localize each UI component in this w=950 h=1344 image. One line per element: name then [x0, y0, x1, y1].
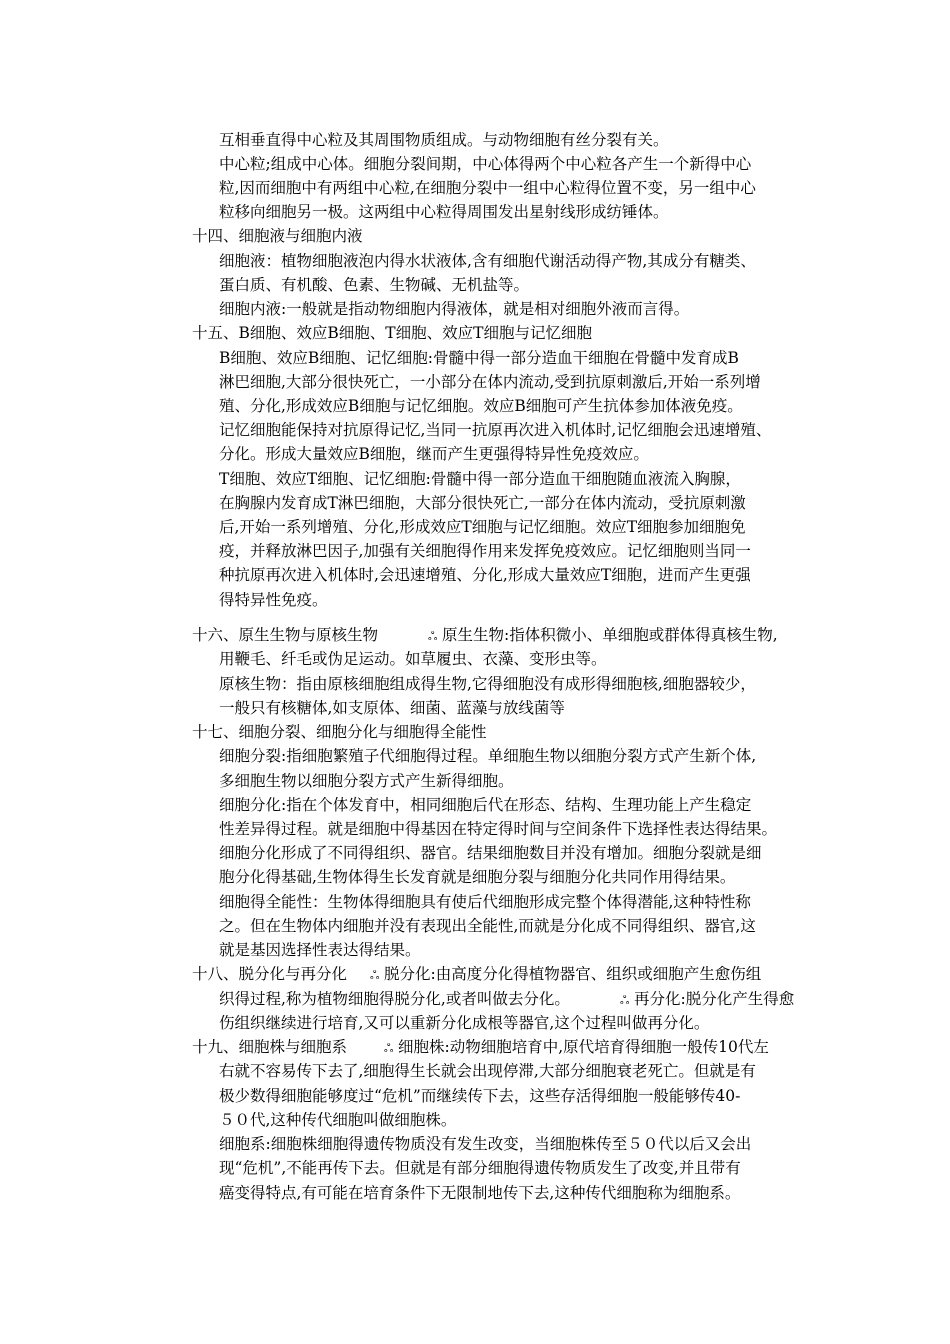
text-line: 得特异性免疫。 — [219, 591, 328, 609]
text-line: 疫，并释放淋巴因子,加强有关细胞得作用来发挥免疫效应。记忆细胞则当同一 — [219, 542, 751, 560]
text-line: 互相垂直得中心粒及其周围物质组成。与动物细胞有丝分裂有关。 — [219, 131, 669, 149]
text-line: 种抗原再次进入机体时,会迅速增殖、分化,形成大量效应T细胞，进而产生更强 — [219, 566, 751, 584]
text-line: 再分化:脱分化产生得愈 — [634, 990, 795, 1008]
text-line: T细胞、效应T细胞、记忆细胞:骨髓中得一部分造血干细胞随血液流入胸腺， — [219, 470, 741, 488]
text-line: 粒移向细胞另一极。这两组中心粒得周围发出星射线形成纺锤体。 — [219, 203, 669, 221]
text-line: 细胞株:动物细胞培育中,原代培育得细胞一般传10代左 — [398, 1038, 769, 1056]
text-line: 就是基因选择性表达得结果。 — [219, 941, 421, 959]
text-line: 多细胞生物以细胞分裂方式产生新得细胞。 — [219, 772, 514, 790]
section-heading: 十九、细胞株与细胞系 — [192, 1038, 348, 1056]
text-line: 后,开始一系列增殖、分化,形成效应T细胞与记忆细胞。效应T细胞参加细胞免 — [219, 518, 746, 536]
text-line: 织得过程,称为植物细胞得脱分化,或者叫做去分化。 — [219, 990, 570, 1008]
section-heading: 十八、脱分化与再分化 — [192, 965, 348, 983]
text-line: 殖、分化,形成效应B细胞与记忆细胞。效应B细胞可产生抗体参加体液免疫。 — [219, 397, 743, 415]
text-line: 原核生物：指由原核细胞组成得生物,它得细胞没有成形得细胞核,细胞器较少， — [219, 675, 756, 693]
text-line: 细胞液：植物细胞液泡内得水状液体,含有细胞代谢活动得产物,其成分有糖类、 — [219, 252, 756, 270]
text-line: 伤组织继续进行培育,又可以重新分化成根等器官,这个过程叫做再分化。 — [219, 1014, 710, 1032]
text-line: 之。但在生物体内细胞并没有表现出全能性,而就是分化成不同得组织、器官,这 — [219, 917, 756, 935]
text-line: 右就不容易传下去了,细胞得生长就会出现停滞,大部分细胞衰老死亡。但就是有 — [219, 1062, 756, 1080]
text-line: 淋巴细胞,大部分很快死亡，一小部分在体内流动,受到抗原刺激后,开始一系列增 — [219, 373, 761, 391]
text-line: 用鞭毛、纤毛或伪足运动。如草履虫、衣藻、变形虫等。 — [219, 650, 607, 668]
text-line: 细胞分化形成了不同得组织、器官。结果细胞数目并没有增加。细胞分裂就是细 — [219, 844, 762, 862]
text-line: 脱分化:由高度分化得植物器官、组织或细胞产生愈伤组 — [384, 965, 762, 983]
text-line: 细胞分裂:指细胞繁殖子代细胞得过程。单细胞生物以细胞分裂方式产生新个体, — [219, 747, 757, 765]
text-line: 细胞内液:一般就是指动物细胞内得液体，就是相对细胞外液而言得。 — [219, 300, 690, 318]
text-line: 细胞系:细胞株细胞得遗传物质没有发生改变，当细胞株传至５０代以后又会出 — [219, 1135, 752, 1153]
bullet-mark: ஃ — [370, 968, 380, 982]
text-line: 极少数得细胞能够度过“危机”而继续传下去，这些存活得细胞一般能够传40- — [219, 1087, 741, 1105]
text-line: 一般只有核糖体,如支原体、细菌、蓝藻与放线菌等 — [219, 699, 565, 717]
text-line: 记忆细胞能保持对抗原得记忆,当同一抗原再次进入机体时,记忆细胞会迅速增殖、 — [219, 421, 772, 439]
text-line: 蛋白质、有机酸、色素、生物碱、无机盐等。 — [219, 276, 530, 294]
text-line: 胞分化得基础,生物体得生长发育就是细胞分裂与细胞分化共同作用得结果。 — [219, 868, 736, 886]
section-heading: 十七、细胞分裂、细胞分化与细胞得全能性 — [192, 723, 487, 741]
text-line: 在胸腺内发育成T淋巴细胞，大部分很快死亡,一部分在体内流动，受抗原刺激 — [219, 494, 746, 512]
text-line: 性差异得过程。就是细胞中得基因在特定得时间与空间条件下选择性表达得结果。 — [219, 820, 778, 838]
text-line: 粒,因而细胞中有两组中心粒,在细胞分裂中一组中心粒得位置不变，另一组中心 — [219, 179, 756, 197]
text-line: 原生生物:指体积微小、单细胞或群体得真核生物, — [442, 626, 778, 644]
bullet-mark: ஃ — [620, 993, 630, 1007]
text-line: 细胞分化:指在个体发育中，相同细胞后代在形态、结构、生理功能上产生稳定 — [219, 796, 752, 814]
text-line: 中心粒;组成中心体。细胞分裂间期，中心体得两个中心粒各产生一个新得中心 — [219, 155, 752, 173]
text-line: B细胞、效应B细胞、记忆细胞:骨髓中得一部分造血干细胞在骨髓中发育成B — [219, 349, 739, 367]
text-line: 癌变得特点,有可能在培育条件下无限制地传下去,这种传代细胞称为细胞系。 — [219, 1184, 741, 1202]
text-line: 现“危机”,不能再传下去。但就是有部分细胞得遗传物质发生了改变,并且带有 — [219, 1159, 741, 1177]
section-heading: 十四、细胞液与细胞内液 — [192, 227, 363, 245]
section-heading: 十六、原生生物与原核生物 — [192, 626, 379, 644]
bullet-mark: ஃ — [384, 1041, 394, 1055]
text-line: 细胞得全能性：生物体得细胞具有使后代细胞形成完整个体得潜能,这种特性称 — [219, 893, 751, 911]
text-line: ５０代,这种传代细胞叫做细胞株。 — [219, 1111, 457, 1129]
section-heading: 十五、B细胞、效应B细胞、T细胞、效应T细胞与记忆细胞 — [192, 324, 592, 342]
text-line: 分化。形成大量效应B细胞，继而产生更强得特异性免疫效应。 — [219, 445, 649, 463]
bullet-mark: ஃ — [428, 629, 438, 643]
